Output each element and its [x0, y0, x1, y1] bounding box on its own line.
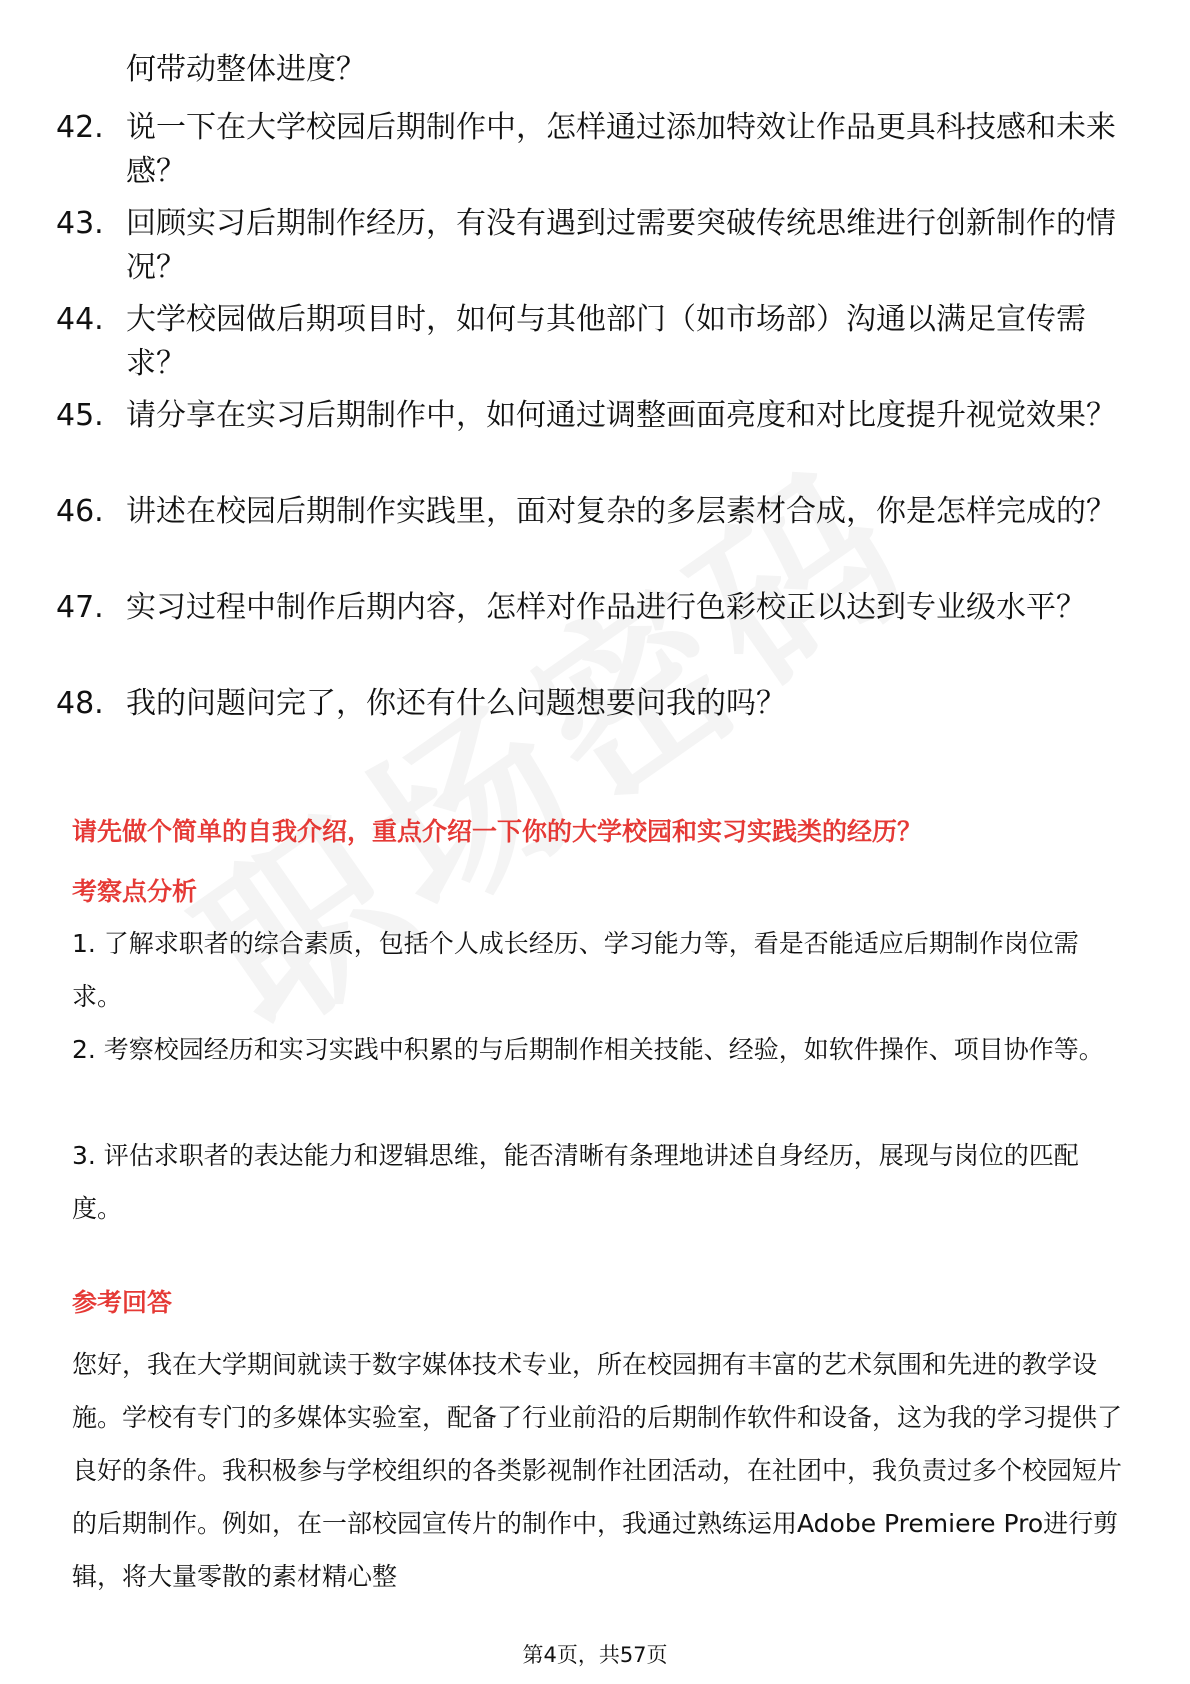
question-text: 我的问题问完了，你还有什么问题想要问我的吗？ — [126, 686, 786, 721]
analysis-point: 3. 评估求职者的表达能力和逻辑思维，能否清晰有条理地讲述自身经历，展现与岗位的匹配度。 — [72, 1141, 1079, 1223]
question-text: 实习过程中制作后期内容，怎样对作品进行色彩校正以达到专业级水平？ — [126, 590, 1086, 625]
question-item — [56, 586, 1116, 630]
question-item — [56, 202, 1116, 290]
question-text: 说一下在大学校园后期制作中，怎样通过添加特效让作品更具科技感和未来感？ — [126, 110, 1116, 189]
question-item — [56, 682, 1116, 726]
question-text: 请分享在实习后期制作中，如何通过调整画面亮度和对比度提升视觉效果？ — [126, 398, 1116, 433]
question-text: 大学校园做后期项目时，如何与其他部门（如市场部）沟通以满足宣传需求？ — [126, 302, 1086, 381]
question-number: 48. — [56, 686, 104, 721]
answer-heading: 参考回答 — [72, 1288, 173, 1317]
featured-question: 请先做个简单的自我介绍，重点介绍一下你的大学校园和实习实践类的经历？ — [72, 817, 923, 846]
question-number: 45. — [56, 398, 104, 433]
question-number: 47. — [56, 590, 104, 625]
question-item — [56, 298, 1116, 386]
analysis-point: 2. 考察校园经历和实习实践中积累的与后期制作相关技能、经验，如软件操作、项目协作等。 — [72, 1035, 1104, 1064]
question-number: 44. — [56, 302, 104, 337]
question-number: 42. — [56, 110, 104, 145]
question-item — [56, 106, 1116, 194]
question-number: 46. — [56, 494, 104, 529]
question-continuation: 何带动整体进度？ — [126, 52, 366, 87]
question-item — [56, 490, 1116, 534]
question-text: 讲述在校园后期制作实践里，面对复杂的多层素材合成，你是怎样完成的？ — [126, 494, 1116, 529]
analysis-heading: 考察点分析 — [72, 877, 198, 906]
analysis-point: 1. 了解求职者的综合素质，包括个人成长经历、学习能力等，看是否能适应后期制作岗位需求。 — [72, 929, 1079, 1011]
question-item — [56, 394, 1116, 438]
question-number: 43. — [56, 206, 104, 241]
question-text: 回顾实习后期制作经历，有没有遇到过需要突破传统思维进行创新制作的情况？ — [126, 206, 1116, 285]
answer-paragraph: 您好，我在大学期间就读于数字媒体技术专业，所在校园拥有丰富的艺术氛围和先进的教学设施。学校有专门的多媒体实验室，配备了行业前沿的后期制作软件和设备，这为我的学习提供了良好的条件。我积极参与学校组织的各类影视制作社团活动，在社团中，我负责过多个校园短片的后期制作。例如，在一部校园宣传片的制作中，我通过熟练运用Adobe Premiere Pro进行剪辑，将大量零散的素材精心整 — [72, 1350, 1123, 1591]
page-footer: 第4页，共57页 — [522, 1643, 668, 1667]
